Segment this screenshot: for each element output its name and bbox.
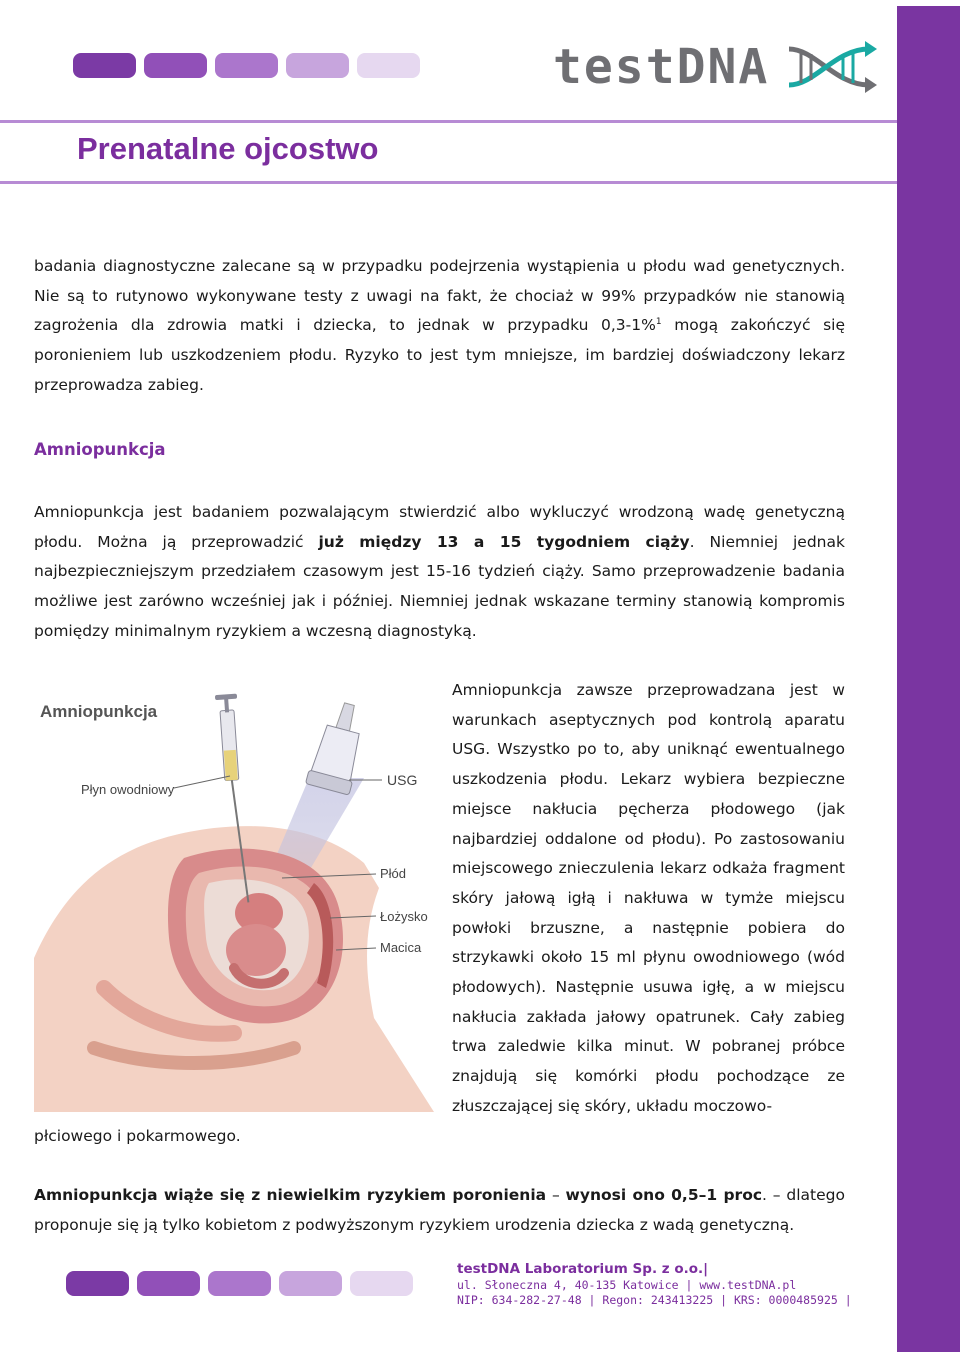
amnio-p1-text-b: . Niemniej jednak najbezpieczniejszym przedziałem czasowym jest 15-16 tydzień ciąży. Samo przeprowadzenie badania możliwe jest zarówno wcześniej jak i później. Niemniej jednak wskazane terminy stanowią kompromis pomiędzy minimalnym ryzykiem a wczesną diagnostyką. [34,532,845,640]
intro-text-2: mogą zakończyć się poronieniem lub uszkodzeniem płodu. Ryzyko to jest tym mniejsze, im bardziej doświadczony lekarz przeprowadza zabieg. [34,316,845,394]
page-title: Prenatalne ojcostwo [77,131,379,166]
risk-rest: . – dlatego proponuje się ją tylko kobietom z podwyższonym ryzykiem urodzenia dziecka z wadą genetyczną. [34,1186,845,1234]
pill [357,53,420,78]
illustration-title: Amniopunkcja [40,702,158,721]
testdna-logo [553,38,877,96]
amnio-paragraph-2-tail: płciowego i pokarmowego. [34,1127,241,1145]
footer-company-info [457,1260,852,1308]
pill [66,1271,129,1296]
amniocentesis-illustration [34,688,434,1112]
amnio-paragraph-2: Amniopunkcja zawsze przeprowadzana jest w warunkach aseptycznych pod kontrolą aparatu USG. Wszystko po to, aby uniknąć ewentualnego uszkodzenia płodu. Lekarz wybiera bezpieczne miejsce nakłucia pęcherza płodowego (jak najbardziej oddalone od płodu). Po zastosowaniu miejscowego znieczulenia lekarz odkaża fragment skóry jałową igłą i nakłuwa w tymże miejscu powłoki brzuszne, a następnie pobiera do strzykawki około 15 ml płynu owodniowego (wód płodowych). Następnie usuwa igłę, a w miejscu nakłucia zakłada jałowy opatrunek. Cały zabieg trwa zaledwie kilka minut. W pobranej próbce znajdują się komórki płodu pochodzące ze złuszczającej się skóry, układu moczowo- [452,681,845,1115]
pill [286,53,349,78]
pill [350,1271,413,1296]
footer-color-pills [66,1271,413,1296]
pill [73,53,136,78]
dna-helix-icon [785,39,877,95]
footer-address: ul. Słoneczna 4, 40-135 Katowice | www.testDNA.pl [457,1278,797,1292]
footer-registration: NIP: 634-282-27-48 | Regon: 243413225 | KRS: 0000485925 | [457,1293,852,1307]
section-heading-amniopunkcja: Amniopunkcja [34,440,166,459]
amnio-paragraph-3 [34,1181,845,1240]
logo-text: testDNA [553,39,770,95]
pill [137,1271,200,1296]
intro-paragraph [34,252,845,401]
header-color-pills [73,53,420,78]
risk-value-bold: wynosi ono 0,5–1 proc [565,1186,763,1204]
footer-company-name: testDNA Laboratorium Sp. z o.o.| [457,1261,709,1277]
amnio-p1-text-a: Amniopunkcja jest badaniem pozwalającym stwierdzić albo wykluczyć wrodzoną wadę genetyczną płodu. Można ją przeprowadzić [34,503,845,551]
label-placenta: Łożysko [380,909,428,924]
amnio-paragraph-1 [34,498,845,647]
label-fetus: Płód [380,866,407,881]
label-uterus: Macica [380,940,422,955]
side-accent-bar [897,6,960,1352]
pill [215,53,278,78]
pill [144,53,207,78]
intro-text-1: badania diagnostyczne zalecane są w przypadku podejrzenia wystąpienia u płodu wad genetycznych. Nie są to rutynowo wykonywane testy z uwagi na fakt, że chociaż w 99% przypadków nie stanowią zagrożenia dla zdrowia matki i dziecka, to jednak w przypadku 0,3-1% [34,257,845,335]
footnote-ref: 1 [655,317,662,328]
pill [279,1271,342,1296]
amnio-p1-bold: już między 13 a 15 tygodniem ciąży [318,532,690,551]
title-rule [0,181,897,184]
header-rule [0,120,897,123]
risk-dash: – [546,1186,566,1204]
label-fluid: Płyn owodniowy [81,782,175,797]
leader-line-fluid [174,776,230,788]
label-usg: USG [387,772,418,788]
risk-statement-bold: Amniopunkcja wiąże się z niewielkim ryzykiem poronienia [34,1186,547,1204]
pill [208,1271,271,1296]
